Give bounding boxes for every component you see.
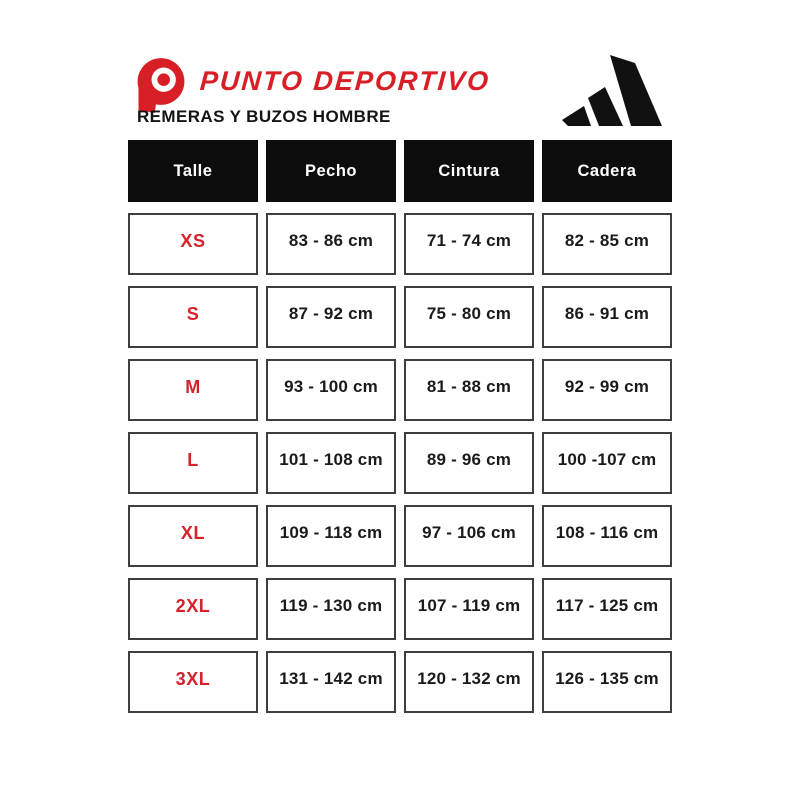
column-header-talle: Talle [128, 140, 258, 202]
cell-pecho: 87 - 92 cm [266, 286, 396, 348]
cell-cintura: 75 - 80 cm [404, 286, 534, 348]
page-title: REMERAS Y BUZOS HOMBRE [137, 107, 391, 126]
column-header-cintura: Cintura [404, 140, 534, 202]
cell-cadera: 117 - 125 cm [542, 578, 672, 640]
cell-cadera: 92 - 99 cm [542, 359, 672, 421]
cell-talle: 2XL [128, 578, 258, 640]
cell-cintura: 81 - 88 cm [404, 359, 534, 421]
cell-pecho: 83 - 86 cm [266, 213, 396, 275]
cell-talle: M [128, 359, 258, 421]
cell-pecho: 93 - 100 cm [266, 359, 396, 421]
cell-cintura: 89 - 96 cm [404, 432, 534, 494]
cell-pecho: 101 - 108 cm [266, 432, 396, 494]
cell-cintura: 120 - 132 cm [404, 651, 534, 713]
cell-talle: S [128, 286, 258, 348]
cell-cadera: 126 - 135 cm [542, 651, 672, 713]
cell-talle: 3XL [128, 651, 258, 713]
cell-cintura: 107 - 119 cm [404, 578, 534, 640]
cell-cintura: 97 - 106 cm [404, 505, 534, 567]
cell-cadera: 82 - 85 cm [542, 213, 672, 275]
cell-pecho: 131 - 142 cm [266, 651, 396, 713]
column-header-cadera: Cadera [542, 140, 672, 202]
column-header-pecho: Pecho [266, 140, 396, 202]
cell-talle: L [128, 432, 258, 494]
brand-name: PUNTO DEPORTIVO [198, 66, 492, 96]
cell-cadera: 86 - 91 cm [542, 286, 672, 348]
cell-pecho: 119 - 130 cm [266, 578, 396, 640]
cell-pecho: 109 - 118 cm [266, 505, 396, 567]
cell-cintura: 71 - 74 cm [404, 213, 534, 275]
cell-cadera: 108 - 116 cm [542, 505, 672, 567]
cell-talle: XS [128, 213, 258, 275]
cell-talle: XL [128, 505, 258, 567]
cell-cadera: 100 -107 cm [542, 432, 672, 494]
size-table [128, 140, 672, 713]
adidas-three-stripes-icon [558, 50, 670, 128]
